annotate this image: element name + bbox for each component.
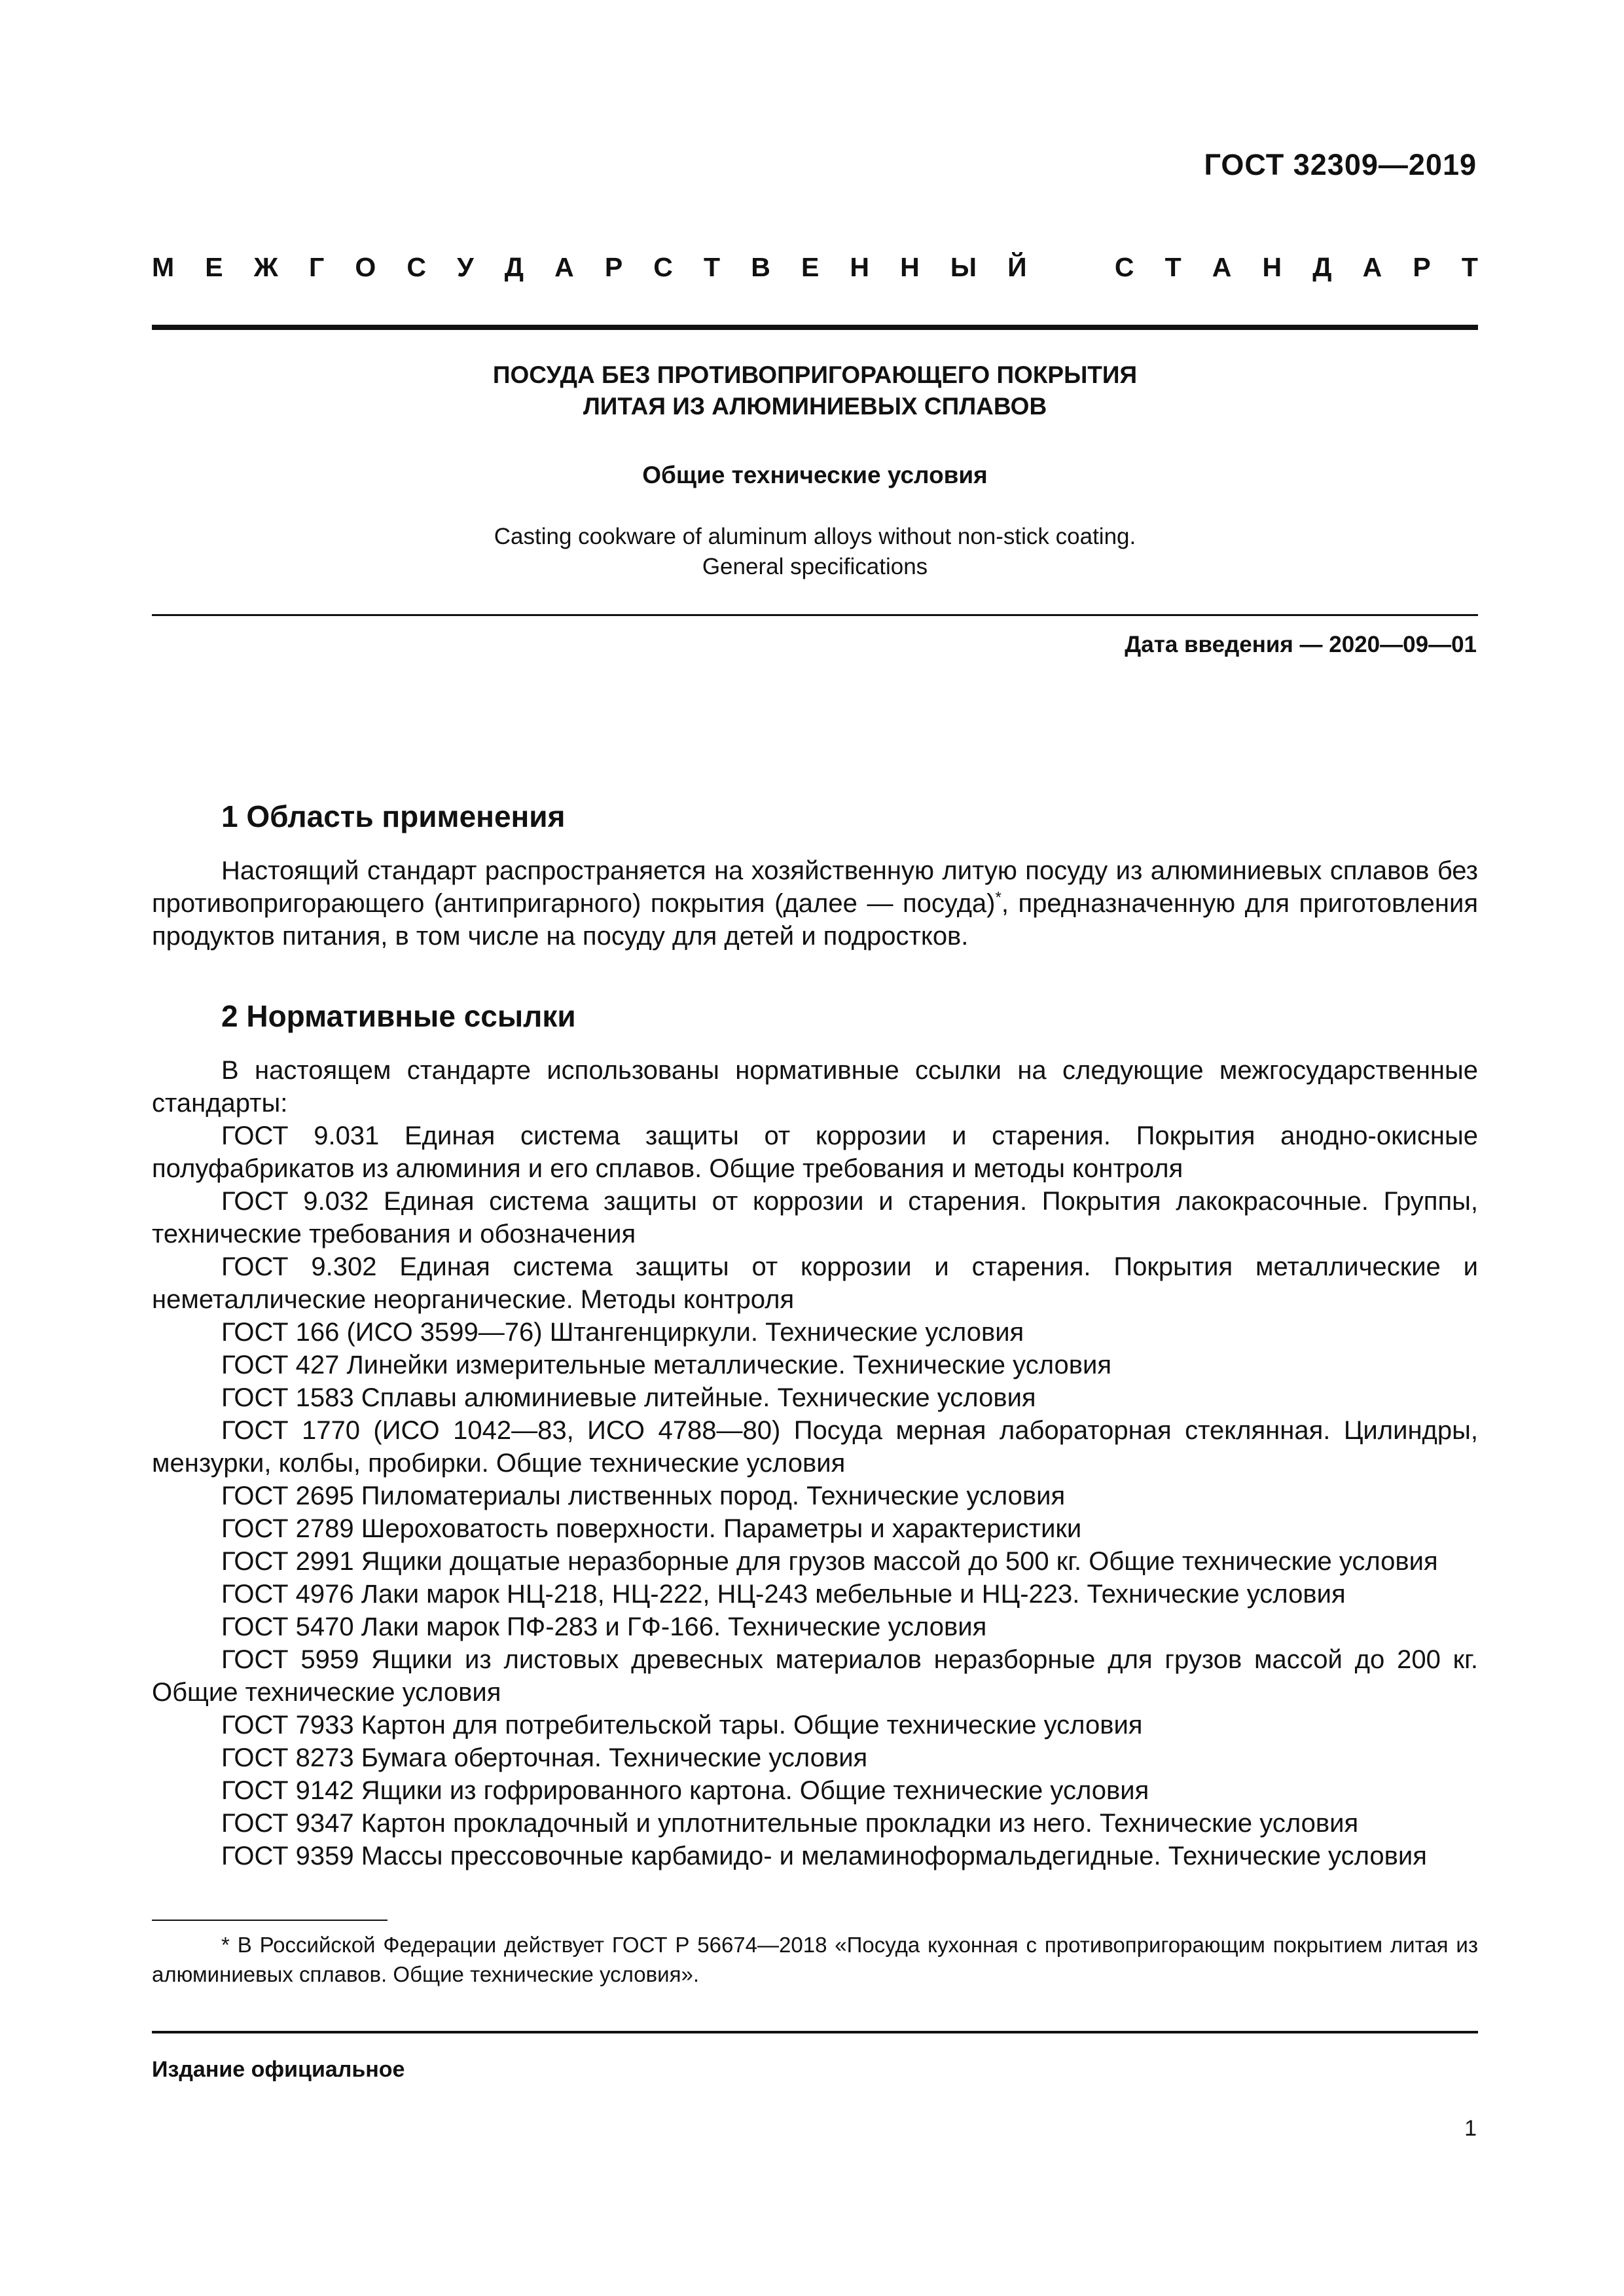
section-1-heading: 1 Область применения bbox=[221, 799, 566, 833]
interstate-letter: Е bbox=[801, 252, 820, 282]
reference-item: ГОСТ 9142 Ящики из гофрированного картона. Общие технические условия bbox=[221, 1776, 1149, 1805]
footer-rule bbox=[152, 2031, 1478, 2033]
references-list bbox=[152, 1054, 1478, 1872]
interstate-letter: Т bbox=[1164, 252, 1182, 282]
reference-item: ГОСТ 1583 Сплавы алюминиевые литейные. Технические условия bbox=[221, 1383, 1036, 1412]
references-intro: В настоящем стандарте использованы нормативные ссылки на следующие межгосударственные стандарты: bbox=[152, 1056, 1478, 1118]
reference-item: ГОСТ 5959 Ящики из листовых древесных материалов неразборные для грузов массой до 200 кг. Общие технические условия bbox=[152, 1645, 1478, 1707]
interstate-letter: Т bbox=[704, 252, 721, 282]
interstate-letter bbox=[1058, 252, 1084, 283]
reference-item: ГОСТ 2695 Пиломатериалы лиственных пород. Технические условия bbox=[221, 1482, 1066, 1510]
footnote-marker[interactable]: * bbox=[995, 888, 1001, 907]
interstate-letter: Ы bbox=[950, 252, 977, 282]
title-line-1: ПОСУДА БЕЗ ПРОТИВОПРИГОРАЮЩЕГО ПОКРЫТИЯ bbox=[492, 361, 1138, 388]
footnote-separator bbox=[152, 1920, 388, 1921]
interstate-letter: О bbox=[355, 252, 376, 282]
interstate-letter: У bbox=[457, 252, 474, 282]
interstate-letter: Н bbox=[900, 252, 920, 282]
interstate-letter: Ж bbox=[253, 252, 278, 282]
header-rule bbox=[152, 325, 1478, 330]
reference-item: ГОСТ 2991 Ящики дощатые неразборные для грузов массой до 500 кг. Общие технические условия bbox=[221, 1547, 1438, 1576]
footnote: * В Российской Федерации действует ГОСТ Р 56674—2018 «Посуда кухонная с противопригорающим покрытием литая из алюминиевых сплавов. Общие технические условия». bbox=[152, 1933, 1478, 1986]
english-title-line-2: General specifications bbox=[702, 554, 928, 579]
reference-item: ГОСТ 5470 Лаки марок ПФ-283 и ГФ-166. Технические условия bbox=[221, 1613, 987, 1641]
reference-item: ГОСТ 9.302 Единая система защиты от коррозии и старения. Покрытия металлические и неметаллические неорганические. Методы контроля bbox=[152, 1252, 1478, 1314]
interstate-letter: А bbox=[1212, 252, 1232, 282]
introduction-date: Дата введения — 2020—09—01 bbox=[1125, 632, 1477, 657]
reference-item: ГОСТ 4976 Лаки марок НЦ-218, НЦ-222, НЦ-243 мебельные и НЦ-223. Технические условия bbox=[221, 1580, 1346, 1609]
reference-item: ГОСТ 8273 Бумага оберточная. Технические условия bbox=[221, 1743, 868, 1772]
interstate-letter: С bbox=[1114, 252, 1134, 282]
interstate-letter: А bbox=[1362, 252, 1382, 282]
reference-item: ГОСТ 9.032 Единая система защиты от коррозии и старения. Покрытия лакокрасочные. Группы, технические требования и обозначения bbox=[152, 1187, 1478, 1248]
page-number: 1 bbox=[1464, 2116, 1477, 2141]
interstate-standard-heading bbox=[152, 252, 1478, 283]
reference-item: ГОСТ 166 (ИСО 3599—76) Штангенциркули. Технические условия bbox=[221, 1318, 1024, 1347]
subtitle: Общие технические условия bbox=[642, 462, 988, 488]
interstate-letter: А bbox=[554, 252, 574, 282]
interstate-letter: С bbox=[653, 252, 673, 282]
reference-item: ГОСТ 9359 Массы прессовочные карбамидо- и меламиноформальдегидные. Технические условия bbox=[221, 1842, 1427, 1870]
section-2-heading: 2 Нормативные ссылки bbox=[221, 999, 576, 1033]
document-number: ГОСТ 32309—2019 bbox=[1204, 148, 1477, 181]
interstate-letter: Е bbox=[205, 252, 223, 282]
reference-item: ГОСТ 1770 (ИСО 1042—83, ИСО 4788—80) Посуда мерная лабораторная стеклянная. Цилиндры, мензурки, колбы, пробирки. Общие технические условия bbox=[152, 1416, 1478, 1478]
interstate-letter: Д bbox=[1312, 252, 1332, 282]
reference-item: ГОСТ 9.031 Единая система защиты от коррозии и старения. Покрытия анодно-окисные полуфабрикатов из алюминия и его сплавов. Общие требования и методы контроля bbox=[152, 1121, 1478, 1183]
reference-item: ГОСТ 7933 Картон для потребительской тары. Общие технические условия bbox=[221, 1711, 1143, 1740]
interstate-letter: М bbox=[152, 252, 175, 282]
interstate-letter: Г bbox=[308, 252, 325, 282]
english-title-line-1: Casting cookware of aluminum alloys without non-stick coating. bbox=[494, 524, 1136, 549]
interstate-letter: Р bbox=[1413, 252, 1431, 282]
interstate-letter: Т bbox=[1461, 252, 1478, 282]
scope-text-part-1: Настоящий стандарт распространяется на хозяйственную литую посуду из алюминиевых сплавов без противопригорающего (антипригарного) покрытия (далее — посуда) bbox=[152, 856, 1478, 918]
title-rule bbox=[152, 614, 1478, 616]
interstate-letter: Й bbox=[1007, 252, 1027, 282]
reference-item: ГОСТ 2789 Шероховатость поверхности. Параметры и характеристики bbox=[221, 1514, 1082, 1543]
interstate-letter: Н bbox=[1262, 252, 1282, 282]
title-line-2: ЛИТАЯ ИЗ АЛЮМИНИЕВЫХ СПЛАВОВ bbox=[583, 393, 1047, 420]
interstate-letter: С bbox=[406, 252, 426, 282]
edition-label: Издание официальное bbox=[152, 2057, 405, 2082]
scope-paragraph bbox=[152, 854, 1478, 953]
interstate-letter: Р bbox=[604, 252, 623, 282]
interstate-letter: Д bbox=[504, 252, 524, 282]
scope-text-part-2: , предназначенную для приготовления продуктов питания, в том числе на посуду для детей и подростков. bbox=[152, 889, 1479, 951]
interstate-letter: Н bbox=[850, 252, 870, 282]
reference-item: ГОСТ 427 Линейки измерительные металлические. Технические условия bbox=[221, 1351, 1111, 1379]
interstate-letter: В bbox=[751, 252, 770, 282]
reference-item: ГОСТ 9347 Картон прокладочный и уплотнительные прокладки из него. Технические условия bbox=[221, 1809, 1359, 1838]
